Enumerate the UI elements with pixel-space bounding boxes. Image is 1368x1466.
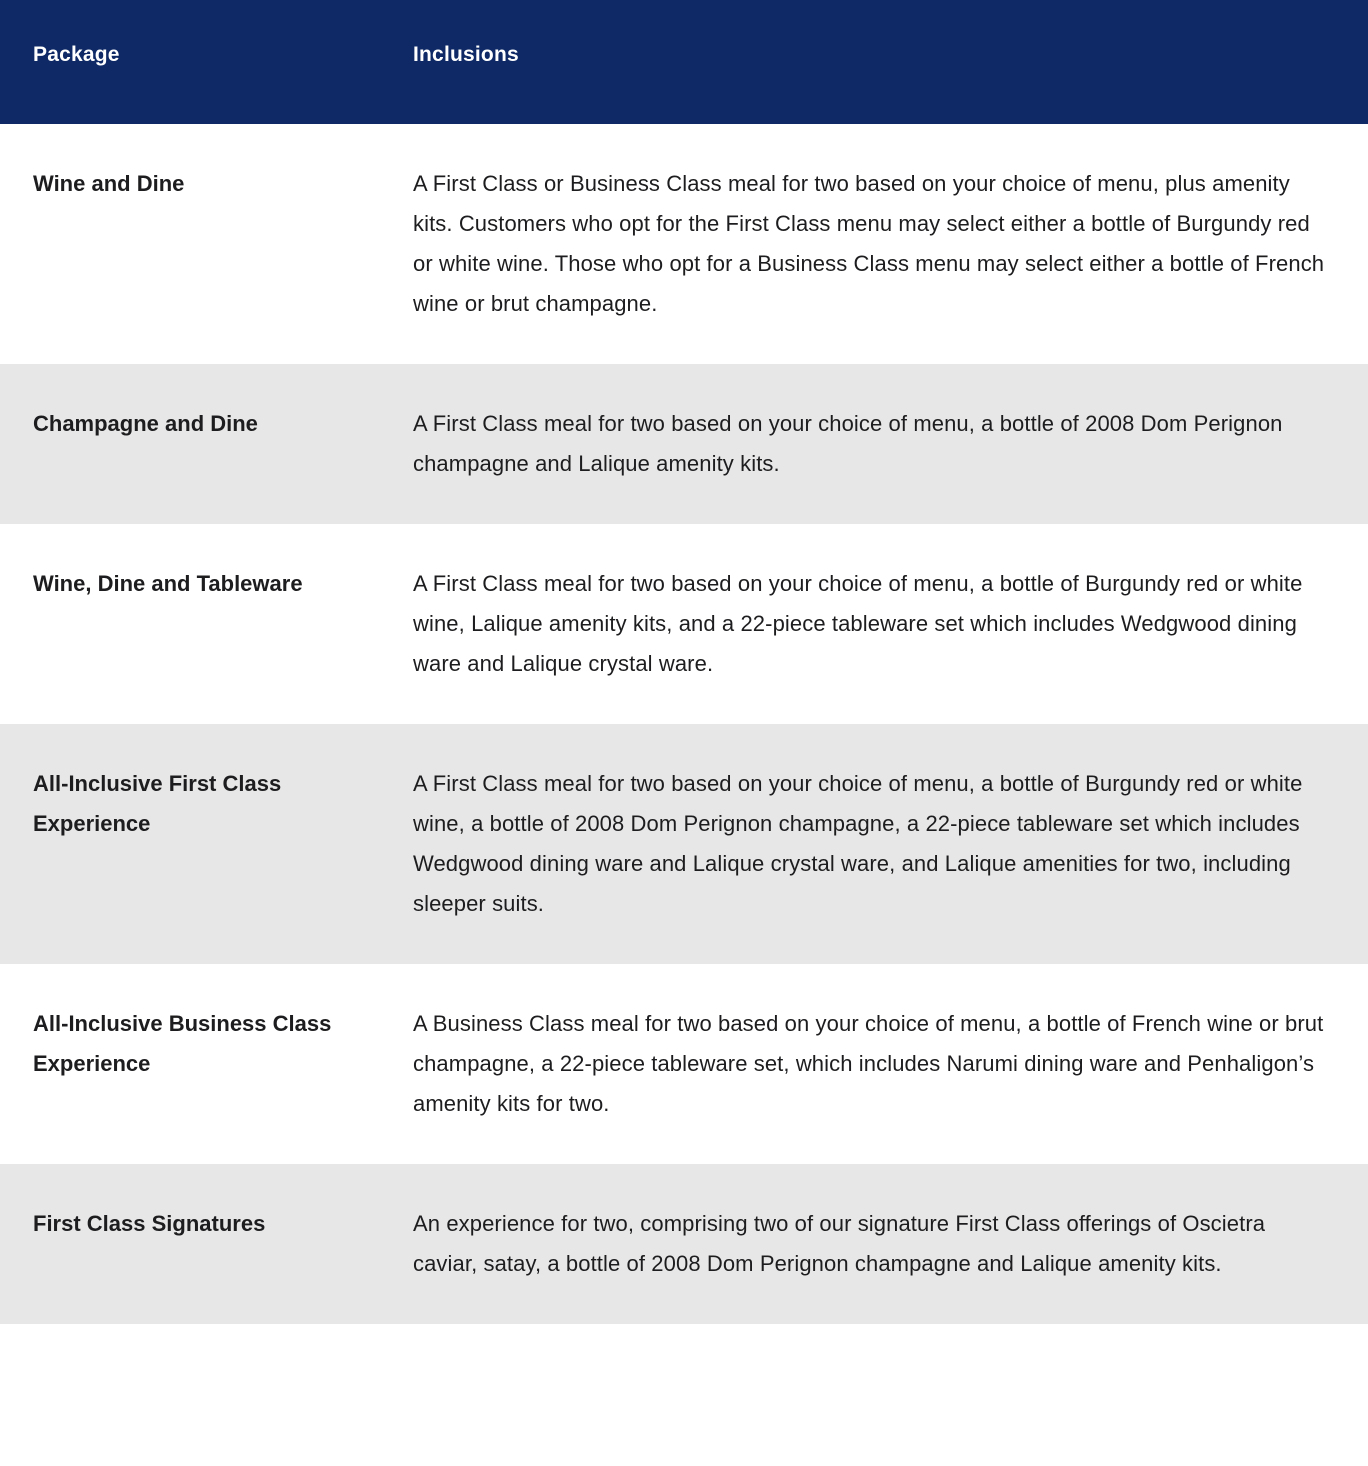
table-row-champagne-and-dine	[0, 364, 1368, 524]
table-row-first-class-signatures	[0, 1164, 1368, 1324]
package-name: All-Inclusive Business Class Experience	[33, 1011, 332, 1076]
table-row-wine-and-dine	[0, 124, 1368, 364]
package-inclusions: A First Class meal for two based on your choice of menu, a bottle of Burgundy red or white wine, a bottle of 2008 Dom Perignon champagne, a 22-piece tableware set which includes Wedgwood dining ware and Lalique crystal ware, and Lalique amenities for two, including sleeper suits.	[413, 771, 1303, 916]
package-name: Wine and Dine	[33, 171, 185, 196]
table-row-wine-dine-and-tableware	[0, 524, 1368, 724]
package-name: All-Inclusive First Class Experience	[33, 771, 282, 836]
table-row-all-inclusive-business-class	[0, 964, 1368, 1164]
column-header-package: Package	[33, 43, 120, 66]
package-inclusions: An experience for two, comprising two of our signature First Class offerings of Oscietra caviar, satay, a bottle of 2008 Dom Perignon champagne and Lalique amenity kits.	[413, 1211, 1266, 1276]
table-row-all-inclusive-first-class	[0, 724, 1368, 964]
package-inclusions: A First Class meal for two based on your choice of menu, a bottle of 2008 Dom Perignon champagne and Lalique amenity kits.	[413, 411, 1283, 476]
table-body	[0, 124, 1368, 1324]
column-header-inclusions: Inclusions	[413, 43, 519, 66]
package-name: Champagne and Dine	[33, 411, 258, 436]
package-inclusions: A First Class meal for two based on your choice of menu, a bottle of Burgundy red or white wine, Lalique amenity kits, and a 22-piece tableware set which includes Wedgwood dining ware and Lalique crystal ware.	[413, 571, 1303, 676]
package-inclusions: A First Class or Business Class meal for two based on your choice of menu, plus amenity kits. Customers who opt for the First Class menu may select either a bottle of Burgundy red or white wine. Those who opt for a Business Class menu may select either a bottle of French wine or brut champagne.	[413, 171, 1325, 316]
table-header-row	[0, 0, 1368, 124]
package-name: First Class Signatures	[33, 1211, 266, 1236]
package-name: Wine, Dine and Tableware	[33, 571, 303, 596]
package-inclusions: A Business Class meal for two based on your choice of menu, a bottle of French wine or brut champagne, a 22-piece tableware set, which includes Narumi dining ware and Penhaligon’s amenity kits for two.	[413, 1011, 1324, 1116]
